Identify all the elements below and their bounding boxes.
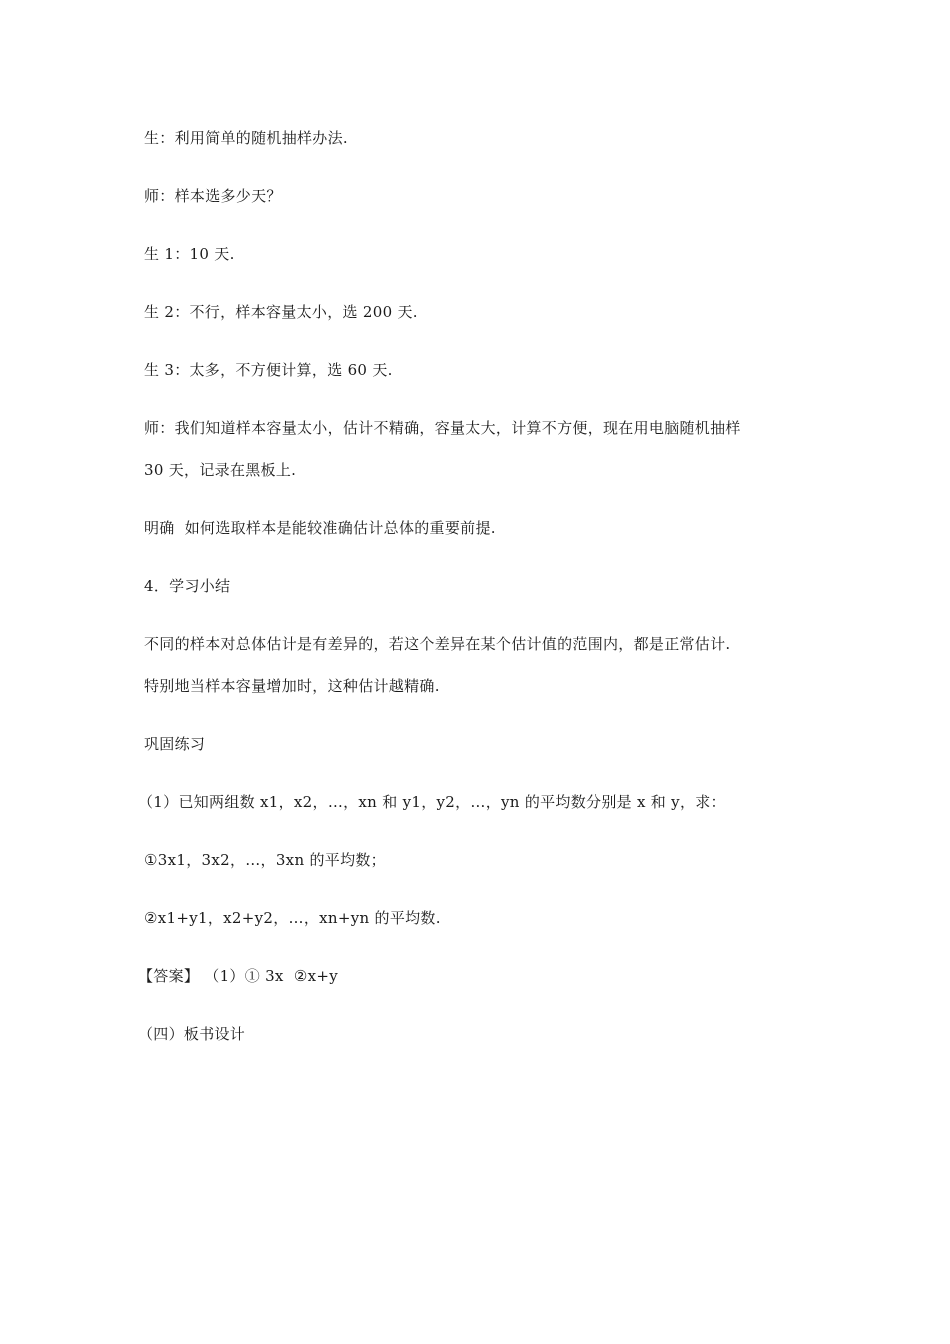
dialogue-line-student: 生：利用简单的随机抽样办法. <box>144 129 348 147</box>
exercise-question: （1）已知两组数 x1，x2，…，xn 和 y1，y2，…，yn 的平均数分别是 x 和 y，求： <box>138 793 726 811</box>
answer-line: 【答案】 （1）① 3x ②x+y <box>138 967 338 985</box>
clarification-line: 明确 如何选取样本是能较准确估计总体的重要前提. <box>144 519 496 537</box>
dialogue-line-teacher: 师：样本选多少天？ <box>144 187 282 205</box>
dialogue-line-teacher-2: 师：我们知道样本容量太小，估计不精确，容量太大，计算不方便，现在用电脑随机抽样 <box>144 419 741 437</box>
dialogue-line-teacher-2-cont: 30 天，记录在黑板上. <box>144 461 297 479</box>
section-heading-summary: 4．学习小结 <box>144 577 231 595</box>
summary-paragraph-line-1: 不同的样本对总体估计是有差异的，若这个差异在某个估计值的范围内，都是正常估计. <box>144 635 731 653</box>
dialogue-line-student-1: 生 1：10 天. <box>144 245 235 263</box>
dialogue-line-student-3: 生 3：太多，不方便计算，选 60 天. <box>144 361 393 379</box>
summary-paragraph-line-2: 特别地当样本容量增加时，这种估计越精确. <box>144 677 440 695</box>
dialogue-line-student-2: 生 2：不行，样本容量太小，选 200 天. <box>144 303 418 321</box>
exercise-part-1: ①3x1，3x2，…，3xn 的平均数； <box>144 851 386 869</box>
section-heading-practice: 巩固练习 <box>144 735 206 753</box>
section-heading-board-design: （四）板书设计 <box>138 1025 246 1043</box>
exercise-part-2: ②x1+y1，x2+y2，…，xn+yn 的平均数. <box>144 909 441 927</box>
